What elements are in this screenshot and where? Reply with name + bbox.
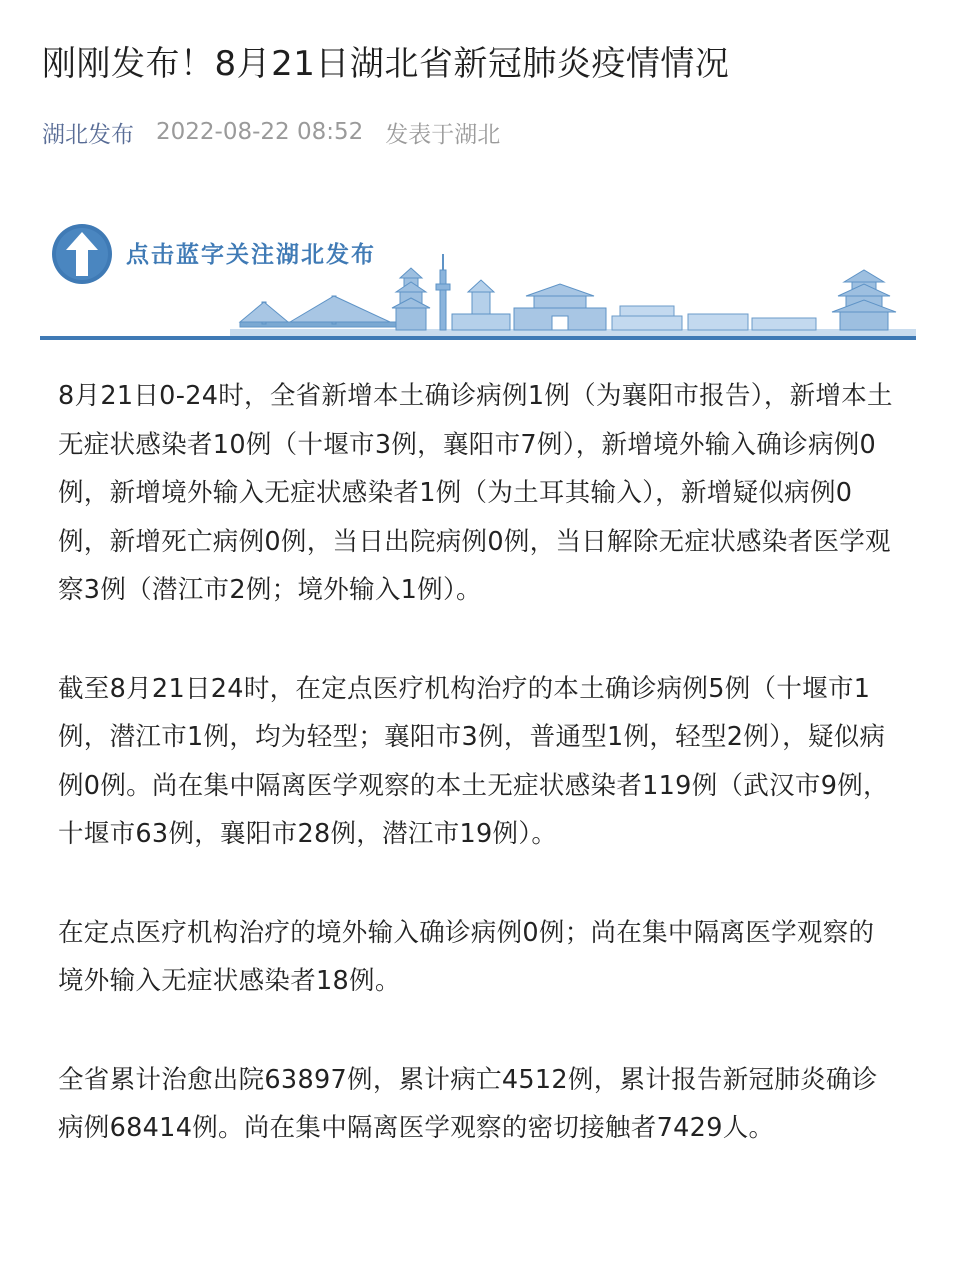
publish-location: 发表于湖北	[385, 121, 501, 148]
article-body	[58, 372, 900, 1203]
follow-banner[interactable]	[40, 210, 916, 344]
article-meta	[42, 112, 500, 152]
account-name-link[interactable]: 湖北发布	[42, 121, 134, 148]
paragraph-cumulative: 全省累计治愈出院63897例，累计病亡4512例，累计报告新冠肺炎确诊病例68414例。尚在集中隔离医学观察的密切接触者7429人。	[58, 1064, 878, 1143]
publish-time: 2022-08-22 08:52	[156, 119, 364, 145]
up-arrow-icon	[52, 224, 112, 284]
skyline-illustration	[40, 210, 916, 344]
article-title: 刚刚发布！8月21日湖北省新冠肺炎疫情情况	[42, 44, 730, 84]
paragraph-imported-cases: 在定点医疗机构治疗的境外输入确诊病例0例；尚在集中隔离医学观察的境外输入无症状感染者18例。	[58, 917, 875, 996]
follow-banner-text[interactable]: 点击蓝字关注湖北发布	[126, 242, 376, 268]
paragraph-treatment-status: 截至8月21日24时，在定点医疗机构治疗的本土确诊病例5例（十堰市1例，潜江市1例，均为轻型；襄阳市3例，普通型1例，轻型2例），疑似病例0例。尚在集中隔离医学观察的本土无症状感染者119例（武汉市9例，十堰市63例，襄阳市28例，潜江市19例）。	[58, 673, 889, 849]
paragraph-new-cases: 8月21日0-24时，全省新增本土确诊病例1例（为襄阳市报告），新增本土无症状感染者10例（十堰市3例，襄阳市7例），新增境外输入确诊病例0例，新增境外输入无症状感染者1例（为土耳其输入），新增疑似病例0例，新增死亡病例0例，当日出院病例0例，当日解除无症状感染者医学观察3例（潜江市2例；境外输入1例）。	[58, 381, 893, 605]
